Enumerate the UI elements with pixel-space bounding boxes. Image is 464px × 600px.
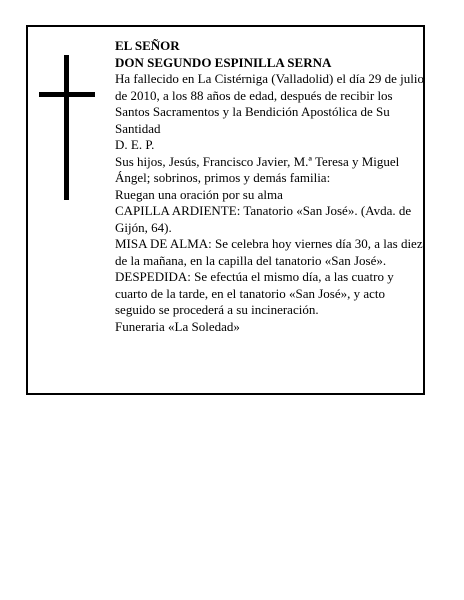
death-announcement: Ha fallecido en La Cistérniga (Valladolid) el día 29 de julio de 2010, a los 88 años de edad, después de recibir los Santos Sacramentos y la Bendición Apostólica de Su Santidad xyxy=(115,71,425,136)
cross-icon xyxy=(39,55,95,200)
cross-horizontal-bar xyxy=(39,92,95,97)
mass-info: MISA DE ALMA: Se celebra hoy viernes día 30, a las diez de la mañana, en la capilla del tanatorio «San José». xyxy=(115,236,423,268)
chapel-info: CAPILLA ARDIENTE: Tanatorio «San José». (Avda. de Gijón, 64). xyxy=(115,203,412,235)
funeral-home: Funeraria «La Soledad» xyxy=(115,318,240,334)
obituary-notice xyxy=(26,25,425,395)
family-list: Sus hijos, Jesús, Francisco Javier, M.ª Teresa y Miguel Ángel; sobrinos, primos y demás familia: xyxy=(115,153,400,185)
farewell-info: DESPEDIDA: Se efectúa el mismo día, a las cuatro y cuarto de la tarde, en el tanatorio «San José», y acto seguido se procederá a su incineración. xyxy=(115,269,394,317)
rip: D. E. P. xyxy=(115,137,155,152)
prayer-request: Ruegan una oración por su alma xyxy=(115,186,283,202)
obituary-text xyxy=(115,38,425,335)
heading: EL SEÑOR xyxy=(115,38,180,53)
cross-vertical-bar xyxy=(64,55,69,200)
deceased-name: DON SEGUNDO ESPINILLA SERNA xyxy=(115,54,332,70)
